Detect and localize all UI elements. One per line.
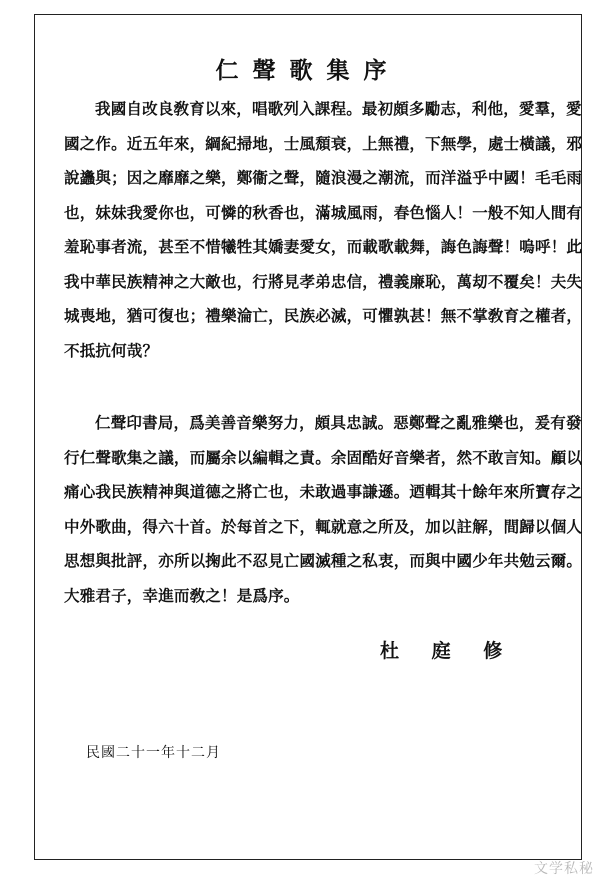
paragraph-1-line: 羞恥事者流，甚至不惜犧牲其嬌妻愛女，而載歌載舞，誨色誨聲！嗚呼！此 [64,237,583,256]
paragraph-2-line: 中外歌曲，得六十首。於每首之下，輒就意之所及，加以註解，間歸以個人 [64,516,583,536]
document-title: 仁聲歌集序 [215,57,401,84]
paragraph-1-line: 不抵抗何哉？ [64,340,159,360]
paragraph-1 [64,92,583,368]
paragraph-2-line: 仁聲印書局，爲美善音樂努力，頗具忠誠。惡鄭聲之亂雅樂也，爰有發 [95,413,582,432]
paragraph-1-line: 也，妹妹我愛你也，可憐的秋香也，滿城風雨，春色惱人！一般不知人間有 [64,202,583,222]
author-signature: 杜 庭 修 [380,640,516,662]
paragraph-2 [64,406,583,613]
paragraph-2-line: 痛心我民族精神與道德之將亡也，未敢過事謙遜。迺輯其十餘年來所寶存之 [64,482,583,501]
paragraph-1-line: 國之作。近五年來，綱紀掃地，士風頹衰，上無禮，下無學，處士橫議，邪 [64,133,583,153]
paragraph-2-line: 行仁聲歌集之議，而屬余以編輯之責。余固酷好音樂者，然不敢言知。顧以 [64,447,583,467]
paragraph-2-line: 大雅君子，幸進而敎之！是爲序。 [64,585,300,605]
paragraph-1-line: 我中華民族精神之大敵也，行將見孝弟忠信，禮義廉恥，萬刧不覆矣！夫失 [64,271,583,291]
watermark: 文学私秘 [534,861,594,877]
paragraph-1-line: 城喪地，猶可復也；禮樂淪亡，民族必滅，可懼孰甚！無不掌敎育之權者， [64,306,583,325]
publication-date: 民國二十一年十二月 [86,745,221,761]
paragraph-1-line: 我國自改良敎育以來，唱歌列入課程。最初頗多勵志，利他，愛羣，愛 [95,99,582,118]
paragraph-2-line: 思想與批評，亦所以掬此不忍見亡國滅種之私衷，而與中國少年共勉云爾。 [64,551,583,570]
paragraph-1-line: 說蠭與；因之靡靡之樂，鄭衞之聲，隨浪漫之潮流，而洋溢乎中國！毛毛雨 [64,168,583,187]
